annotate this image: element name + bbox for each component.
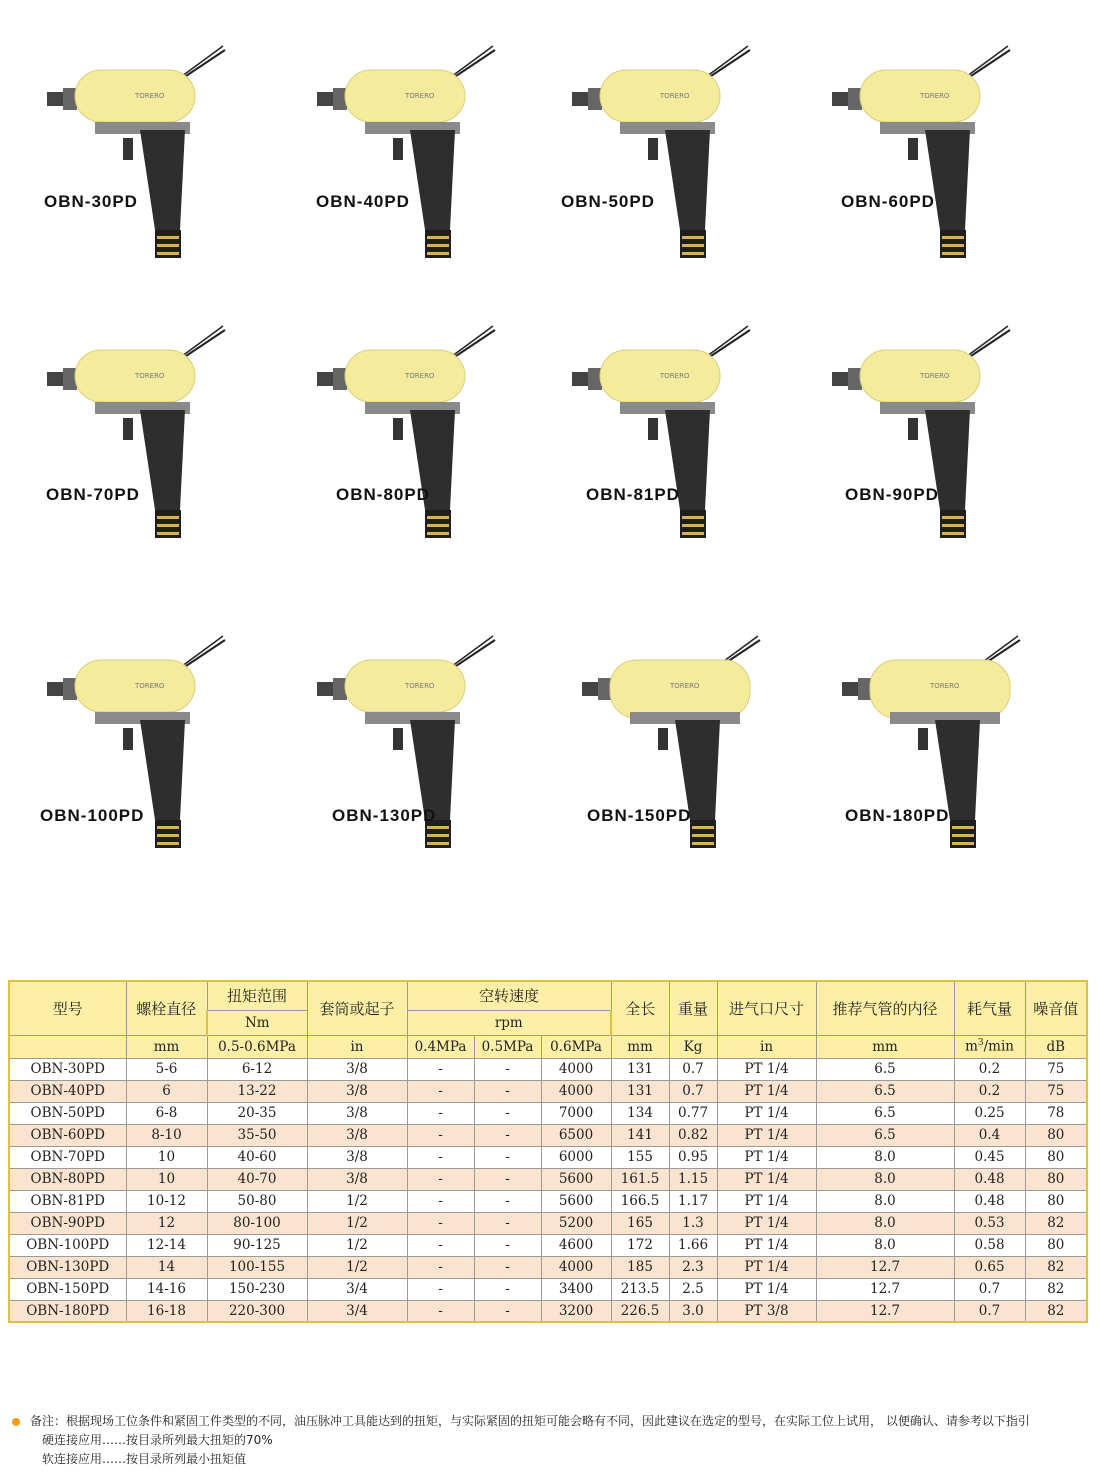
model-label: OBN-90PD	[845, 485, 939, 504]
cell-socket: 3/8	[307, 1058, 407, 1080]
cell-speed-04: -	[407, 1102, 474, 1124]
unit-noise: dB	[1025, 1035, 1087, 1058]
note-soft-line: 软连接应用……按目录所列最小扭矩值	[42, 1452, 247, 1466]
unit-socket: in	[307, 1035, 407, 1058]
cell-bolt: 12	[126, 1212, 207, 1234]
cell-model: OBN-130PD	[9, 1256, 126, 1278]
cell-noise: 82	[1025, 1256, 1087, 1278]
cell-model: OBN-81PD	[9, 1190, 126, 1212]
cell-noise: 80	[1025, 1234, 1087, 1256]
model-label: OBN-150PD	[587, 806, 692, 825]
pulse-tool-image	[555, 630, 815, 870]
table-row	[9, 1146, 1087, 1168]
header-torque: 扭矩范围	[207, 981, 307, 1010]
cell-socket: 1/2	[307, 1256, 407, 1278]
cell-speed-04: -	[407, 1234, 474, 1256]
unit-speed-06: 0.6MPa	[541, 1035, 611, 1058]
cell-speed-05: -	[474, 1080, 541, 1102]
cell-air: 0.7	[954, 1278, 1025, 1300]
cell-speed-04: -	[407, 1190, 474, 1212]
cell-hose: 12.7	[816, 1278, 954, 1300]
cell-hose: 12.7	[816, 1300, 954, 1322]
cell-model: OBN-150PD	[9, 1278, 126, 1300]
cell-air: 0.4	[954, 1124, 1025, 1146]
cell-noise: 82	[1025, 1300, 1087, 1322]
brand-text: TORERO	[660, 92, 690, 100]
cell-weight: 3.0	[669, 1300, 717, 1322]
cell-bolt: 14	[126, 1256, 207, 1278]
cell-air: 0.45	[954, 1146, 1025, 1168]
cell-length: 185	[611, 1256, 669, 1278]
cell-speed-06: 4000	[541, 1058, 611, 1080]
cell-bolt: 8-10	[126, 1124, 207, 1146]
cell-length: 172	[611, 1234, 669, 1256]
cell-bolt: 6-8	[126, 1102, 207, 1124]
header-weight: 重量	[669, 981, 717, 1035]
header-length: 全长	[611, 981, 669, 1035]
brand-text: TORERO	[135, 92, 165, 100]
unit-speed-05: 0.5MPa	[474, 1035, 541, 1058]
cell-hose: 6.5	[816, 1080, 954, 1102]
cell-torque: 150-230	[207, 1278, 307, 1300]
cell-socket: 3/4	[307, 1300, 407, 1322]
cell-speed-04: -	[407, 1058, 474, 1080]
cell-inlet: PT 1/4	[717, 1080, 816, 1102]
note-main: 备注：根据现场工位条件和紧固工件类型的不同，油压脉冲工具能达到的扭矩，与实际紧固的扭矩可能会略有不同，因此建议在选定的型号，在实际工位上试用， 以便确认、请参考以下指引	[30, 1414, 1030, 1428]
header-socket: 套筒或起子	[307, 981, 407, 1035]
table-row	[9, 1278, 1087, 1300]
cell-hose: 6.5	[816, 1058, 954, 1080]
product-card	[30, 320, 290, 560]
cell-model: OBN-100PD	[9, 1234, 126, 1256]
cell-bolt: 5-6	[126, 1058, 207, 1080]
product-card	[815, 630, 1075, 870]
cell-noise: 82	[1025, 1278, 1087, 1300]
unit-bolt: mm	[126, 1035, 207, 1058]
product-card	[555, 40, 815, 280]
cell-air: 0.2	[954, 1058, 1025, 1080]
cell-speed-05: -	[474, 1256, 541, 1278]
cell-noise: 80	[1025, 1190, 1087, 1212]
table-row	[9, 1124, 1087, 1146]
cell-socket: 3/8	[307, 1080, 407, 1102]
unit-length: mm	[611, 1035, 669, 1058]
model-label: OBN-70PD	[46, 485, 140, 504]
cell-weight: 2.3	[669, 1256, 717, 1278]
unit-hose: mm	[816, 1035, 954, 1058]
cell-speed-06: 4000	[541, 1080, 611, 1102]
cell-air: 0.2	[954, 1080, 1025, 1102]
cell-socket: 3/4	[307, 1278, 407, 1300]
cell-weight: 1.3	[669, 1212, 717, 1234]
cell-hose: 8.0	[816, 1212, 954, 1234]
product-card	[555, 630, 815, 870]
table-row	[9, 1102, 1087, 1124]
cell-socket: 1/2	[307, 1234, 407, 1256]
cell-length: 165	[611, 1212, 669, 1234]
cell-inlet: PT 1/4	[717, 1146, 816, 1168]
cell-speed-05: -	[474, 1102, 541, 1124]
cell-speed-06: 7000	[541, 1102, 611, 1124]
cell-speed-04: -	[407, 1146, 474, 1168]
product-card	[300, 40, 560, 280]
cell-weight: 1.66	[669, 1234, 717, 1256]
cell-speed-04: -	[407, 1256, 474, 1278]
product-card	[300, 630, 560, 870]
cell-torque: 40-60	[207, 1146, 307, 1168]
unit-air	[954, 1035, 1025, 1058]
cell-torque: 90-125	[207, 1234, 307, 1256]
pulse-tool-image	[555, 320, 815, 560]
cell-weight: 0.7	[669, 1058, 717, 1080]
cell-hose: 6.5	[816, 1124, 954, 1146]
header-bolt: 螺栓直径	[126, 981, 207, 1035]
pulse-tool-image	[30, 320, 290, 560]
cell-bolt: 12-14	[126, 1234, 207, 1256]
cell-noise: 80	[1025, 1146, 1087, 1168]
cell-torque: 220-300	[207, 1300, 307, 1322]
cell-noise: 82	[1025, 1212, 1087, 1234]
cell-torque: 100-155	[207, 1256, 307, 1278]
cell-socket: 1/2	[307, 1212, 407, 1234]
note-hard-line: 硬连接应用……按目录所列最大扭矩的70%	[42, 1433, 273, 1447]
model-label: OBN-81PD	[586, 485, 680, 504]
brand-text: TORERO	[930, 682, 960, 690]
product-card	[555, 320, 815, 560]
model-label: OBN-100PD	[40, 806, 145, 825]
header-speed: 空转速度	[407, 981, 611, 1010]
pulse-tool-image	[30, 630, 290, 870]
cell-torque: 40-70	[207, 1168, 307, 1190]
cell-speed-06: 5600	[541, 1168, 611, 1190]
cell-bolt: 10-12	[126, 1190, 207, 1212]
brand-text: TORERO	[405, 682, 435, 690]
model-label: OBN-180PD	[845, 806, 950, 825]
cell-length: 226.5	[611, 1300, 669, 1322]
cell-speed-06: 6500	[541, 1124, 611, 1146]
brand-text: TORERO	[405, 372, 435, 380]
cell-hose: 8.0	[816, 1190, 954, 1212]
spec-table	[8, 980, 1088, 1323]
cell-speed-05: -	[474, 1300, 541, 1322]
cell-socket: 3/8	[307, 1102, 407, 1124]
header-noise: 噪音值	[1025, 981, 1087, 1035]
cell-inlet: PT 1/4	[717, 1256, 816, 1278]
cell-model: OBN-40PD	[9, 1080, 126, 1102]
pulse-tool-image	[815, 630, 1075, 870]
cell-model: OBN-60PD	[9, 1124, 126, 1146]
cell-hose: 12.7	[816, 1256, 954, 1278]
cell-torque: 6-12	[207, 1058, 307, 1080]
brand-text: TORERO	[135, 682, 165, 690]
unit-air-sup: 3	[977, 1038, 984, 1049]
cell-hose: 8.0	[816, 1234, 954, 1256]
cell-speed-04: -	[407, 1300, 474, 1322]
cell-air: 0.48	[954, 1168, 1025, 1190]
cell-bolt: 10	[126, 1168, 207, 1190]
unit-air-base: m	[965, 1038, 978, 1055]
header-air: 耗气量	[954, 981, 1025, 1035]
cell-bolt: 10	[126, 1146, 207, 1168]
cell-bolt: 14-16	[126, 1278, 207, 1300]
cell-length: 213.5	[611, 1278, 669, 1300]
cell-air: 0.53	[954, 1212, 1025, 1234]
cell-length: 131	[611, 1080, 669, 1102]
cell-inlet: PT 1/4	[717, 1278, 816, 1300]
note-main-line	[12, 1412, 1092, 1431]
pulse-tool-image	[555, 40, 815, 280]
header-speed-unit: rpm	[407, 1010, 611, 1035]
cell-socket: 3/8	[307, 1124, 407, 1146]
cell-hose: 6.5	[816, 1102, 954, 1124]
cell-model: OBN-180PD	[9, 1300, 126, 1322]
cell-noise: 75	[1025, 1080, 1087, 1102]
cell-speed-06: 6000	[541, 1146, 611, 1168]
bullet-dot-icon	[12, 1418, 20, 1426]
table-row	[9, 1256, 1087, 1278]
cell-hose: 8.0	[816, 1146, 954, 1168]
cell-length: 161.5	[611, 1168, 669, 1190]
cell-model: OBN-30PD	[9, 1058, 126, 1080]
cell-model: OBN-90PD	[9, 1212, 126, 1234]
cell-air: 0.7	[954, 1300, 1025, 1322]
table-row	[9, 1300, 1087, 1322]
unit-weight: Kg	[669, 1035, 717, 1058]
model-label: OBN-130PD	[332, 806, 437, 825]
header-hose: 推荐气管的内径	[816, 981, 954, 1035]
unit-model-empty	[9, 1035, 126, 1058]
cell-model: OBN-80PD	[9, 1168, 126, 1190]
brand-text: TORERO	[660, 372, 690, 380]
cell-speed-04: -	[407, 1212, 474, 1234]
cell-length: 141	[611, 1124, 669, 1146]
pulse-tool-image	[300, 320, 560, 560]
table-row	[9, 1168, 1087, 1190]
brand-text: TORERO	[670, 682, 700, 690]
cell-weight: 0.77	[669, 1102, 717, 1124]
header-torque-unit: Nm	[207, 1010, 307, 1035]
table-row	[9, 1080, 1087, 1102]
brand-text: TORERO	[135, 372, 165, 380]
cell-speed-04: -	[407, 1278, 474, 1300]
cell-torque: 20-35	[207, 1102, 307, 1124]
cell-speed-04: -	[407, 1124, 474, 1146]
cell-speed-05: -	[474, 1190, 541, 1212]
cell-noise: 80	[1025, 1124, 1087, 1146]
cell-noise: 80	[1025, 1168, 1087, 1190]
cell-bolt: 6	[126, 1080, 207, 1102]
cell-socket: 3/8	[307, 1168, 407, 1190]
cell-torque: 80-100	[207, 1212, 307, 1234]
model-label: OBN-80PD	[336, 485, 430, 504]
header-model: 型号	[9, 981, 126, 1035]
pulse-tool-image	[300, 630, 560, 870]
cell-socket: 3/8	[307, 1146, 407, 1168]
product-card	[30, 630, 290, 870]
cell-inlet: PT 1/4	[717, 1124, 816, 1146]
cell-air: 0.25	[954, 1102, 1025, 1124]
notes-section	[12, 1412, 1092, 1469]
cell-weight: 0.82	[669, 1124, 717, 1146]
cell-speed-06: 4600	[541, 1234, 611, 1256]
cell-torque: 35-50	[207, 1124, 307, 1146]
product-card	[300, 320, 560, 560]
cell-weight: 1.17	[669, 1190, 717, 1212]
cell-noise: 75	[1025, 1058, 1087, 1080]
table-row	[9, 1212, 1087, 1234]
cell-noise: 78	[1025, 1102, 1087, 1124]
table-row	[9, 1190, 1087, 1212]
model-label: OBN-40PD	[316, 192, 410, 211]
product-card	[30, 40, 290, 280]
cell-weight: 2.5	[669, 1278, 717, 1300]
spec-table-container	[8, 980, 1086, 1323]
pulse-tool-image	[30, 40, 290, 280]
cell-length: 131	[611, 1058, 669, 1080]
cell-speed-05: -	[474, 1234, 541, 1256]
cell-speed-05: -	[474, 1058, 541, 1080]
pulse-tool-image	[300, 40, 560, 280]
brand-text: TORERO	[405, 92, 435, 100]
spec-table-body	[9, 1058, 1087, 1322]
cell-length: 134	[611, 1102, 669, 1124]
cell-length: 155	[611, 1146, 669, 1168]
cell-hose: 8.0	[816, 1168, 954, 1190]
cell-weight: 0.7	[669, 1080, 717, 1102]
cell-speed-05: -	[474, 1168, 541, 1190]
model-label: OBN-60PD	[841, 192, 935, 211]
cell-inlet: PT 1/4	[717, 1102, 816, 1124]
product-card	[815, 40, 1075, 280]
model-label: OBN-50PD	[561, 192, 655, 211]
cell-speed-05: -	[474, 1212, 541, 1234]
cell-speed-06: 3200	[541, 1300, 611, 1322]
cell-weight: 0.95	[669, 1146, 717, 1168]
table-row	[9, 1234, 1087, 1256]
cell-model: OBN-50PD	[9, 1102, 126, 1124]
unit-speed-04: 0.4MPa	[407, 1035, 474, 1058]
table-row	[9, 1058, 1087, 1080]
pulse-tool-image	[815, 40, 1075, 280]
model-label: OBN-30PD	[44, 192, 138, 211]
cell-inlet: PT 1/4	[717, 1234, 816, 1256]
cell-speed-06: 5200	[541, 1212, 611, 1234]
cell-socket: 1/2	[307, 1190, 407, 1212]
cell-speed-06: 3400	[541, 1278, 611, 1300]
product-card	[815, 320, 1075, 560]
cell-air: 0.48	[954, 1190, 1025, 1212]
brand-text: TORERO	[920, 372, 950, 380]
cell-inlet: PT 1/4	[717, 1168, 816, 1190]
cell-speed-04: -	[407, 1080, 474, 1102]
brand-text: TORERO	[920, 92, 950, 100]
header-inlet: 进气口尺寸	[717, 981, 816, 1035]
cell-speed-06: 4000	[541, 1256, 611, 1278]
cell-air: 0.65	[954, 1256, 1025, 1278]
cell-speed-04: -	[407, 1168, 474, 1190]
cell-torque: 50-80	[207, 1190, 307, 1212]
cell-speed-06: 5600	[541, 1190, 611, 1212]
cell-speed-05: -	[474, 1146, 541, 1168]
cell-weight: 1.15	[669, 1168, 717, 1190]
cell-air: 0.58	[954, 1234, 1025, 1256]
cell-inlet: PT 1/4	[717, 1212, 816, 1234]
cell-speed-05: -	[474, 1278, 541, 1300]
pulse-tool-image	[815, 320, 1075, 560]
unit-torque: 0.5-0.6MPa	[207, 1035, 307, 1058]
cell-inlet: PT 1/4	[717, 1058, 816, 1080]
unit-inlet: in	[717, 1035, 816, 1058]
cell-length: 166.5	[611, 1190, 669, 1212]
cell-torque: 13-22	[207, 1080, 307, 1102]
cell-inlet: PT 3/8	[717, 1300, 816, 1322]
cell-speed-05: -	[474, 1124, 541, 1146]
cell-model: OBN-70PD	[9, 1146, 126, 1168]
unit-air-tail: /min	[983, 1038, 1014, 1055]
cell-inlet: PT 1/4	[717, 1190, 816, 1212]
cell-bolt: 16-18	[126, 1300, 207, 1322]
